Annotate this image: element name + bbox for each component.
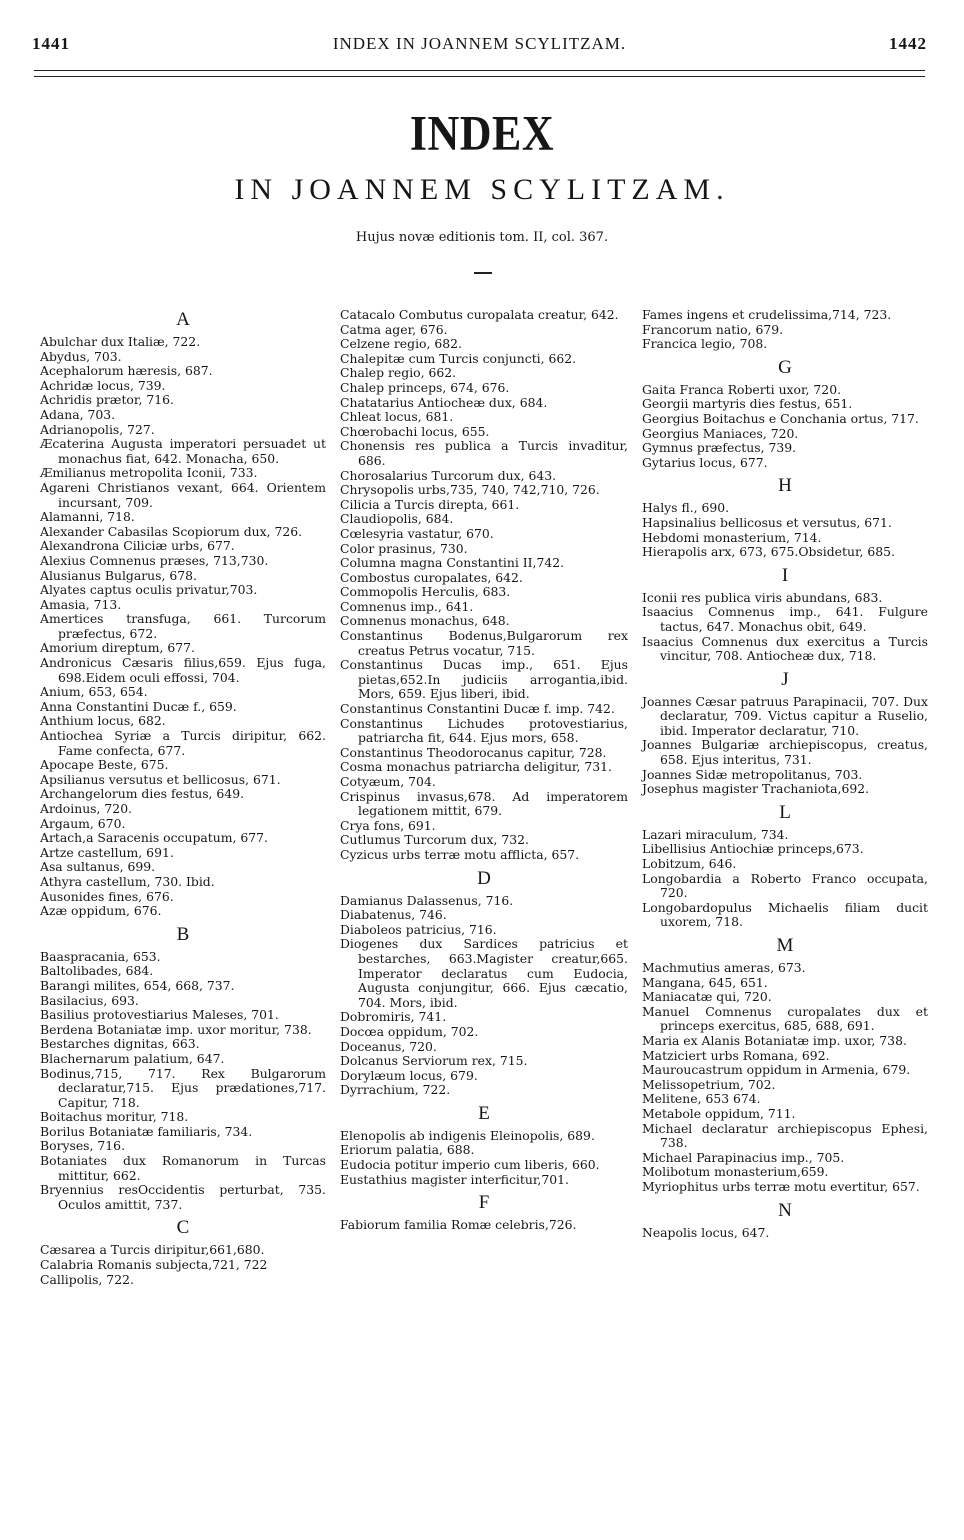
index-entry: Catacalo Combutus curopalata creatur, 642.	[340, 307, 619, 322]
index-entry: Adrianopolis, 727.	[40, 421, 155, 437]
index-entry: Cæsarea a Turcis diripitur,661,680.	[40, 1242, 265, 1258]
index-entry: Joannes Bulgariæ archiepiscopus, creatus, 658. Ejus interitus, 731.	[642, 737, 928, 768]
index-entry: Machmutius ameras, 673.	[642, 960, 806, 975]
index-entry: Barangi milites, 654, 668, 737.	[40, 977, 235, 993]
index-entry: Borilus Botaniatæ familiaris, 734.	[40, 1123, 253, 1139]
index-entry: Alamanni, 718.	[40, 509, 135, 525]
index-entry: Columna magna Constantini II,742.	[340, 555, 565, 571]
section-letter: E	[478, 1102, 490, 1124]
index-entry: Matziciert urbs Romana, 692.	[642, 1047, 830, 1063]
index-entry: Chonensis res publica a Turcis invaditur, 686.	[340, 438, 628, 468]
index-entry: Chalep princeps, 674, 676.	[340, 379, 510, 395]
index-entry: Libellisius Antiochiæ princeps,673.	[642, 841, 864, 857]
index-entry: Abydus, 703.	[40, 348, 122, 364]
section-letter: G	[778, 356, 792, 378]
index-entry: Constantinus Lichudes protovestiarius, patriarcha fit, 644. Ejus mors, 658.	[340, 715, 628, 746]
index-entry: Isaacius Comnenus dux exercitus a Turcis vincitur, 708. Antiocheæ dux, 718.	[642, 633, 928, 664]
index-entry: Myriophitus urbs terræ motu evertitur, 657.	[642, 1178, 920, 1194]
index-entry: Catma ager, 676.	[340, 321, 448, 337]
index-entry: Doceanus, 720.	[340, 1038, 437, 1054]
index-entry: Longobardopulus Michaelis filiam ducit uxorem, 718.	[642, 899, 928, 930]
index-entry: Alexander Cabasilas Scopiorum dux, 726.	[40, 523, 303, 539]
running-head	[32, 34, 927, 56]
index-entry: Dobromiris, 741.	[340, 1009, 447, 1025]
title-divider	[474, 272, 492, 274]
index-entry: Docœa oppidum, 702.	[340, 1023, 479, 1039]
index-entry: Amasia, 713.	[40, 596, 122, 612]
index-entry: Hierapolis arx, 673, 675.Obsidetur, 685.	[642, 544, 895, 560]
index-entry: Joannes Sidæ metropolitanus, 703.	[642, 766, 863, 782]
index-entry: Dolcanus Serviorum rex, 715.	[340, 1053, 528, 1069]
header-rule	[34, 70, 925, 71]
index-entry: Maniacatæ qui, 720.	[642, 989, 772, 1005]
section-letter: J	[781, 668, 789, 690]
index-entry: Georgius Boitachus e Conchania ortus, 717.	[642, 410, 919, 426]
index-entry: Bestarches dignitas, 663.	[40, 1036, 200, 1052]
index-entry: Lazari miraculum, 734.	[642, 826, 789, 842]
index-entry: Athyra castellum, 730. Ibid.	[40, 873, 215, 889]
index-entry: Chœrobachi locus, 655.	[340, 423, 490, 439]
index-entry: Lobitzum, 646.	[642, 856, 737, 872]
section-letter: I	[781, 564, 789, 586]
index-entry: Abulchar dux Italiæ, 722.	[40, 334, 201, 349]
index-entry: Artze castellum, 691.	[40, 844, 174, 860]
index-entry: Anthium locus, 682.	[40, 713, 166, 729]
index-entry: Michael declaratur archiepiscopus Ephesi, 738.	[642, 1120, 928, 1151]
index-entry: Combostus curopalates, 642.	[340, 569, 523, 585]
index-entry: Dorylæum locus, 679.	[340, 1067, 478, 1083]
index-entry: Artach,a Saracenis occupatum, 677.	[40, 830, 268, 846]
header-rule-thin	[34, 76, 925, 77]
index-entry: Georgii martyris dies festus, 651.	[642, 396, 853, 412]
index-entry: Molibotum monasterium,659.	[642, 1164, 829, 1180]
index-entry: Fames ingens et crudelissima,714, 723.	[642, 307, 892, 322]
index-entry: Acephalorum hæresis, 687.	[40, 363, 213, 379]
section-letter: D	[477, 867, 491, 889]
index-entry: Halys fl., 690.	[642, 500, 730, 516]
index-entry: Alexius Comnenus præses, 713,730.	[40, 552, 269, 568]
index-entry: Archangelorum dies festus, 649.	[40, 786, 245, 802]
page-title: INDEX	[409, 106, 555, 161]
index-entry: Diogenes dux Sardices patricius et bestarches, 663.Magister creatur,665. Imperator declaratus cum Eudocia, Augusta conjungitur, 666. Ejus cæcatio, 704. Mors, ibid.	[340, 936, 628, 1010]
index-entry: Baltolibades, 684.	[40, 963, 154, 979]
index-entry: Metabole oppidum, 711.	[642, 1105, 796, 1121]
index-entry: Constantinus Bodenus,Bulgarorum rex creatus Petrus vocatur, 715.	[340, 628, 628, 658]
index-entry: Alyates captus oculis privatur,703.	[40, 582, 258, 598]
index-entry: Manuel Comnenus curopalates dux et princeps exercitus, 685, 688, 691.	[642, 1003, 928, 1034]
index-entry: Eriorum palatia, 688.	[340, 1142, 475, 1158]
index-entry: Dyrrachium, 722.	[340, 1082, 451, 1098]
index-entry: Boryses, 716.	[40, 1138, 126, 1154]
index-entry: Cilicia a Turcis direpta, 661.	[340, 496, 520, 512]
index-entry: Maria ex Alanis Botaniatæ imp. uxor, 738.	[642, 1032, 907, 1048]
index-entry: Basilius protovestiarius Maleses, 701.	[40, 1007, 279, 1023]
index-entry: Cœlesyria vastatur, 670.	[340, 525, 494, 541]
index-entry: Longobardia a Roberto Franco occupata, 720.	[642, 870, 928, 901]
page-number-left: 1441	[32, 34, 70, 53]
index-entry: Crispinus invasus,678. Ad imperatorem legationem mittit, 679.	[340, 788, 628, 819]
index-entry: Æmilianus metropolita Iconii, 733.	[40, 465, 258, 481]
index-entry: Constantinus Constantini Ducæ f. imp. 742.	[340, 701, 615, 717]
index-entry: Diaboleos patricius, 716.	[340, 921, 497, 937]
index-entry: Chleat locus, 681.	[340, 409, 454, 425]
index-entry: Bodinus,715, 717. Rex Bulgarorum declaratur,715. Ejus prædationes,717. Capitur, 718.	[40, 1065, 326, 1110]
index-entry: Comnenus monachus, 648.	[340, 613, 510, 629]
index-entry: Calabria Romanis subjecta,721, 722	[40, 1257, 268, 1273]
index-entry: Crya fons, 691.	[340, 817, 436, 833]
index-entry: Chrysopolis urbs,735, 740, 742,710, 726.	[340, 482, 600, 498]
index-entry: Cosma monachus patriarcha deligitur, 731.	[340, 759, 612, 775]
index-entry: Boitachus moritur, 718.	[40, 1109, 189, 1125]
index-entry: Alusianus Bulgarus, 678.	[40, 567, 197, 583]
index-entry: Antiochea Syriæ a Turcis diripitur, 662. Fame confecta, 677.	[40, 728, 326, 758]
index-entry: Agareni Christianos vexant, 664. Orientem incursant, 709.	[40, 479, 326, 510]
index-entry: Joannes Cæsar patruus Parapinacii, 707. Dux declaratur, 709. Victus capitur a Ruselio, ibid. Imperator declaratur, 710.	[642, 693, 928, 738]
index-entry: Bryennius resOccidentis perturbat, 735. Oculos amittit, 737.	[40, 1182, 326, 1212]
index-entry: Ardoinus, 720.	[40, 801, 133, 816]
index-entry: Apocape Beste, 675.	[40, 757, 169, 773]
index-entry: Diabatenus, 746.	[340, 907, 447, 923]
index-entry: Iconii res publica viris abundans, 683.	[642, 589, 883, 605]
index-entry: Hebdomi monasterium, 714.	[642, 529, 822, 545]
index-entry: Damianus Dalassenus, 716.	[340, 892, 514, 908]
index-entry: Josephus magister Trachaniota,692.	[642, 781, 870, 797]
index-entry: Gytarius locus, 677.	[642, 454, 768, 470]
index-entry: Constantinus Theodorocanus capitur, 728.	[340, 744, 607, 760]
index-entry: Melitene, 653 674.	[642, 1091, 761, 1107]
index-entry: Francica legio, 708.	[642, 336, 768, 352]
edition-note: Hujus novæ editionis tom. II, col. 367.	[355, 230, 609, 245]
index-entry: Chatatarius Antiocheæ dux, 684.	[340, 394, 548, 410]
index-entry: Amorium direptum, 677.	[40, 640, 195, 656]
index-entry: Callipolis, 722.	[40, 1271, 134, 1287]
index-entry: Andronicus Cæsaris filius,659. Ejus fuga, 698.Eidem oculi effossi, 704.	[40, 655, 326, 685]
index-entry: Berdena Botaniatæ imp. uxor moritur, 738.	[40, 1021, 312, 1037]
section-letter: B	[176, 923, 190, 945]
index-entry: Constantinus Ducas imp., 651. Ejus pietas,652.In judiciis arrogantia,ibid. Mors, 659. Ejus liberi, ibid.	[340, 657, 628, 702]
index-entry: Anna Constantini Ducæ f., 659.	[40, 698, 237, 714]
index-entry: Achridæ locus, 739.	[40, 377, 166, 393]
index-entry: Claudiopolis, 684.	[340, 511, 454, 527]
index-entry: Francorum natio, 679.	[642, 321, 784, 337]
index-entry: Isaacius Comnenus imp., 641. Fulgure tactus, 647. Monachus obit, 649.	[642, 604, 928, 634]
section-letter: C	[176, 1217, 190, 1239]
section-letter: N	[778, 1199, 792, 1221]
index-entry: Melissopetrium, 702.	[642, 1076, 776, 1092]
index-entry: Asa sultanus, 699.	[40, 859, 156, 875]
index-entry: Chalep regio, 662.	[340, 365, 457, 381]
index-entry: Color prasinus, 730.	[340, 540, 468, 556]
index-entry: Argaum, 670.	[40, 815, 126, 831]
section-letter: M	[776, 935, 794, 956]
index-column-3	[642, 308, 928, 1240]
index-entry: Cotyæum, 704.	[340, 774, 436, 789]
index-entry: Gymnus præfectus, 739.	[642, 440, 797, 456]
index-entry: Michael Parapinacius imp., 705.	[642, 1149, 845, 1165]
index-entry: Commopolis Herculis, 683.	[340, 584, 511, 600]
index-entry: Fabiorum familia Romæ celebris,726.	[340, 1217, 577, 1233]
index-entry: Comnenus imp., 641.	[340, 598, 474, 614]
index-entry: Achridis prætor, 716.	[40, 392, 174, 408]
page-subtitle: IN JOANNEM SCYLITZAM.	[234, 173, 730, 206]
index-entry: Georgius Maniaces, 720.	[642, 425, 799, 441]
index-entry: Ausonides fines, 676.	[40, 888, 174, 904]
index-entry: Gaita Franca Roberti uxor, 720.	[642, 381, 842, 397]
index-entry: Elenopolis ab indigenis Eleinopolis, 689.	[340, 1127, 595, 1143]
index-entry: Amertices transfuga, 661. Turcorum præfectus, 672.	[40, 611, 326, 641]
section-letter: H	[778, 475, 792, 497]
index-entry: Alexandrona Ciliciæ urbs, 677.	[40, 538, 235, 554]
index-entry: Azæ oppidum, 676.	[40, 903, 162, 919]
index-entry: Basilacius, 693.	[40, 992, 139, 1008]
index-entry: Blachernarum palatium, 647.	[40, 1050, 225, 1066]
index-entry: Mangana, 645, 651.	[642, 974, 768, 990]
index-entry: Eustathius magister interficitur,701.	[340, 1171, 569, 1187]
index-entry: Cyzicus urbs terræ motu afflicta, 657.	[340, 846, 580, 862]
index-entry: Cutlumus Turcorum dux, 732.	[340, 832, 529, 848]
index-entry: Hapsinalius bellicosus et versutus, 671.	[642, 514, 892, 530]
running-title: INDEX IN JOANNEM SCYLITZAM.	[332, 34, 627, 53]
index-entry: Neapolis locus, 647.	[642, 1224, 770, 1240]
index-column-2	[340, 308, 628, 1233]
section-letter: F	[478, 1192, 490, 1214]
index-entry: Mauroucastrum oppidum in Armenia, 679.	[642, 1062, 911, 1078]
index-entry: Eudocia potitur imperio cum liberis, 660.	[340, 1157, 600, 1173]
index-entry: Apsilianus versutus et bellicosus, 671.	[40, 771, 281, 787]
index-entry: Æcaterina Augusta imperatori persuadet ut monachus fiat, 642. Monacha, 650.	[40, 436, 326, 466]
index-entry: Chorosalarius Turcorum dux, 643.	[340, 467, 557, 483]
index-entry: Celzene regio, 682.	[340, 336, 462, 352]
index-entry: Botaniates dux Romanorum in Turcas mittitur, 662.	[40, 1153, 326, 1183]
section-letter: L	[779, 801, 791, 823]
index-entry: Anium, 653, 654.	[40, 684, 148, 700]
page-number-right: 1442	[889, 34, 927, 53]
section-letter: A	[176, 309, 190, 330]
index-entry: Adana, 703.	[40, 406, 116, 422]
index-entry: Chalepitæ cum Turcis conjuncti, 662.	[340, 350, 577, 366]
index-column-1	[40, 308, 326, 1287]
index-entry: Baaspracania, 653.	[40, 948, 161, 964]
